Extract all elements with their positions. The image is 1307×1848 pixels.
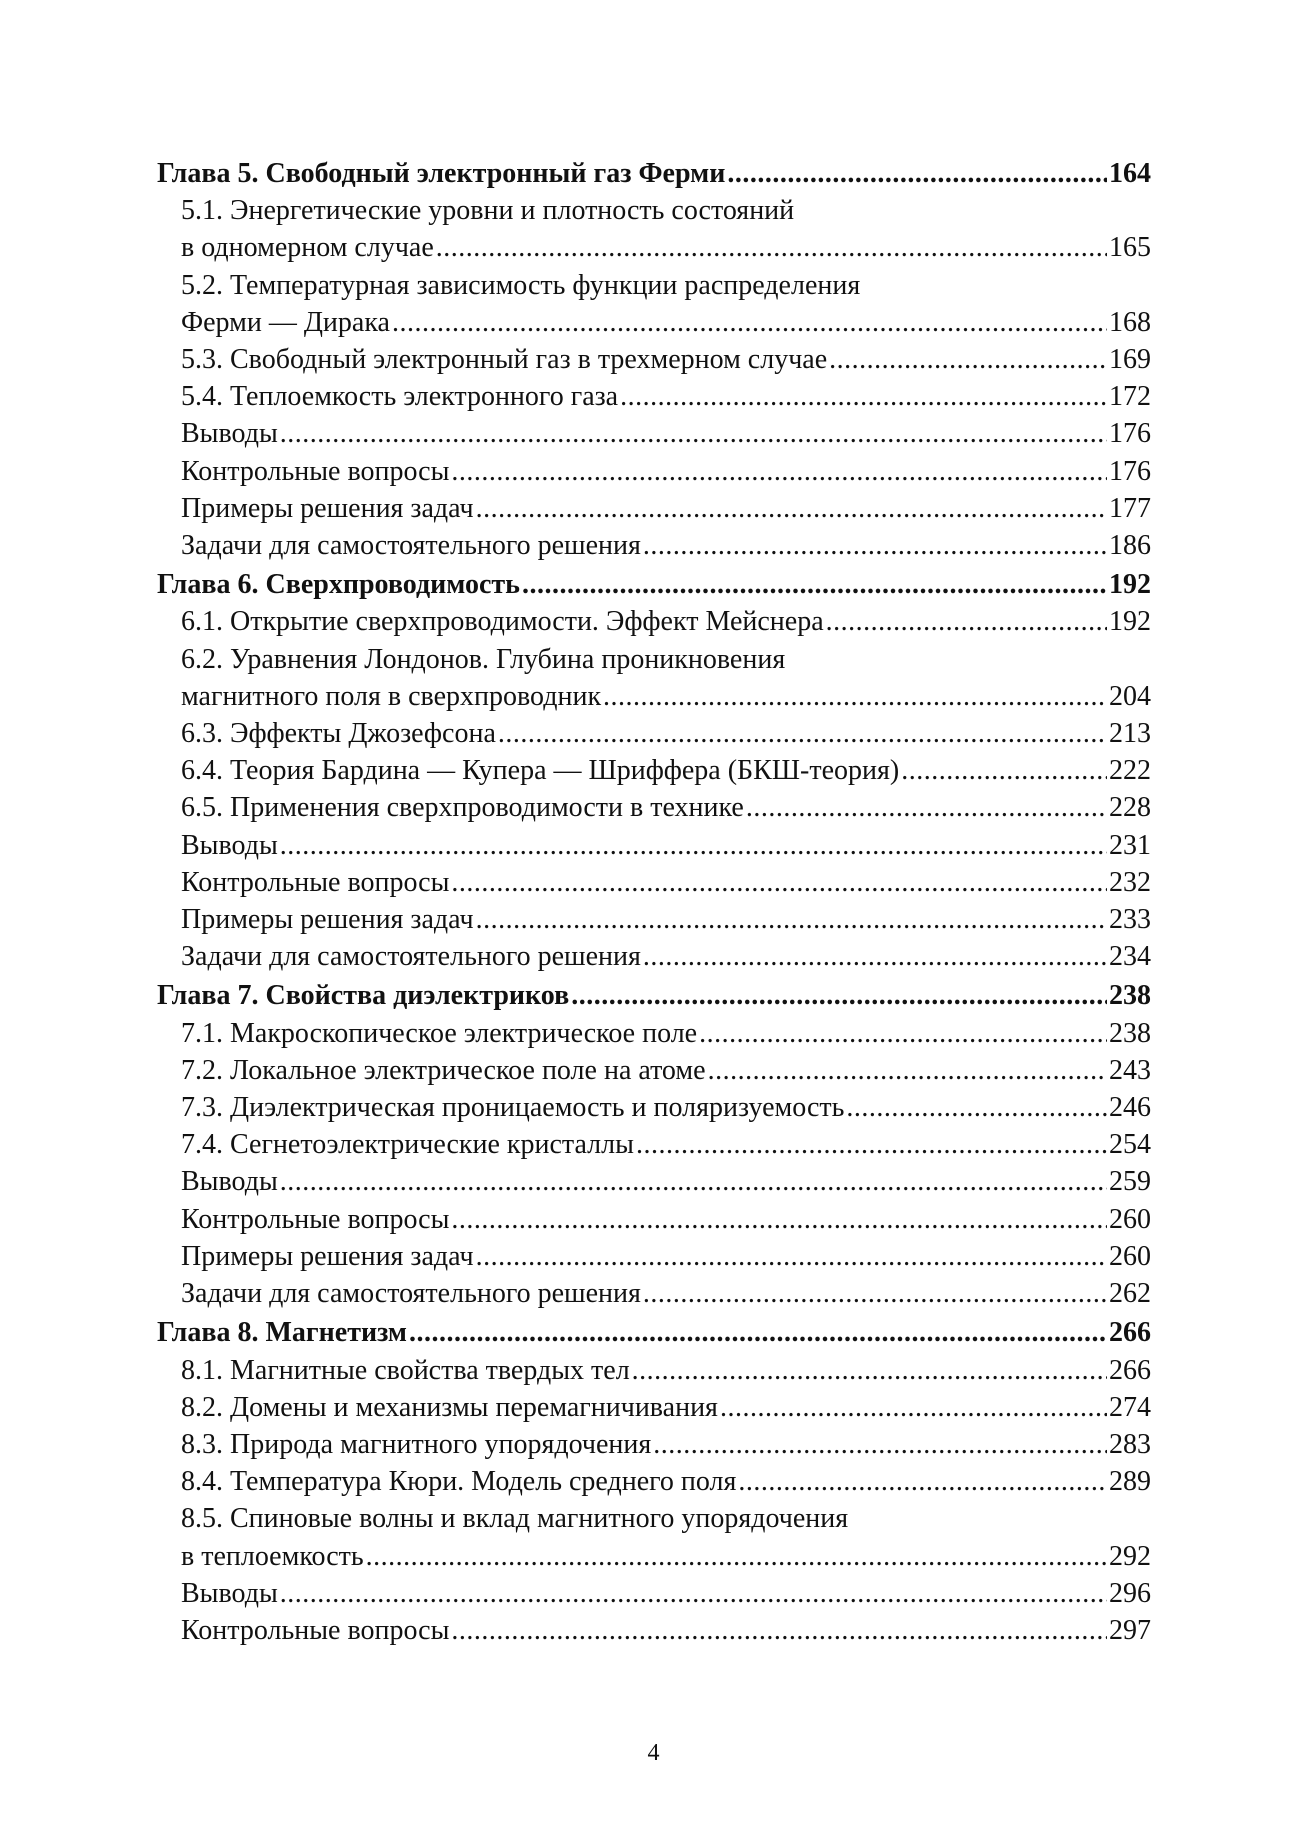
page-footer-number: 4 [647,1740,660,1766]
chapter-title: Глава 6. Сверхпроводимость [157,569,520,601]
dot-leader [746,789,1107,826]
section-title: 6.5. Применения сверхпроводимости в технике [181,792,744,824]
dot-leader [280,827,1107,864]
dot-leader [366,1538,1107,1575]
toc-section[interactable] [181,1389,1151,1426]
page-number: 168 [1109,306,1151,338]
page-number: 213 [1109,718,1151,750]
chapter-title: Глава 7. Свойства диэлектриков [157,980,570,1012]
toc-section[interactable] [181,1352,1151,1389]
page-number: 246 [1109,1092,1151,1124]
page-number: 234 [1109,941,1151,973]
dot-leader [643,938,1107,975]
page-number: 260 [1109,1203,1151,1235]
page-number: 274 [1109,1391,1151,1423]
toc-section[interactable] [181,938,1151,975]
toc-section[interactable] [181,678,1151,715]
toc-section[interactable] [181,378,1151,415]
page-number: 204 [1109,680,1151,712]
page-number: 165 [1109,232,1151,264]
toc-section[interactable] [181,1201,1151,1238]
page-number: 228 [1109,792,1151,824]
toc-section[interactable] [181,603,1151,640]
dot-leader [451,864,1107,901]
section-title: 5.3. Свободный электронный газ в трехмерном случае [181,344,828,376]
toc-section[interactable] [181,341,1151,378]
section-title: магнитного поля в сверхпроводник [181,680,602,712]
dot-leader [409,1314,1107,1351]
page-number: 192 [1109,606,1151,638]
section-title: 7.1. Макроскопическое электрическое поле [181,1017,698,1049]
section-title: Ферми — Дирака [181,306,390,338]
section-title: Выводы [181,829,278,861]
dot-leader [280,415,1107,452]
dot-leader [846,1089,1107,1126]
page-number: 296 [1109,1577,1151,1609]
section-title: Контрольные вопросы [181,455,450,487]
toc-section[interactable] [181,1538,1151,1575]
dot-leader [392,304,1107,341]
toc-section-first-line[interactable]: 6.2. Уравнения Лондонов. Глубина проникновения [181,643,786,675]
page-number: 176 [1109,418,1151,450]
page-number: 231 [1109,829,1151,861]
page-number: 192 [1109,569,1151,601]
section-title: 7.4. Сегнетоэлектрические кристаллы [181,1129,634,1161]
section-title: Примеры решения задач [181,1240,474,1272]
chapter-title: Глава 5. Свободный электронный газ Ферми [157,158,726,189]
section-title: 5.4. Теплоемкость электронного газа [181,381,619,413]
section-title: 8.3. Природа магнитного упорядочения [181,1428,652,1460]
dot-leader [476,901,1107,938]
table-of-contents [157,155,1151,1649]
dot-leader [451,1612,1107,1649]
toc-section[interactable] [181,1612,1151,1649]
toc-chapter[interactable] [157,1314,1151,1351]
toc-section[interactable] [181,1052,1151,1089]
toc-section[interactable] [181,864,1151,901]
dot-leader [826,603,1107,640]
toc-chapter[interactable] [157,977,1151,1014]
section-title: Задачи для самостоятельного решения [181,1278,641,1310]
dot-leader [738,1463,1107,1500]
page-number: 177 [1109,492,1151,524]
toc-section-first-line[interactable]: 5.1. Энергетические уровни и плотность состояний [181,195,795,227]
page-number: 292 [1109,1540,1151,1572]
section-title: Выводы [181,1166,278,1198]
section-title: Контрольные вопросы [181,1614,450,1646]
dot-leader [643,1275,1107,1312]
toc-section[interactable] [181,229,1151,266]
dot-leader [636,1126,1107,1163]
dot-leader [727,155,1107,192]
section-title: в теплоемкость [181,1540,364,1572]
section-title: Примеры решения задач [181,492,474,524]
dot-leader [653,1426,1107,1463]
dot-leader [522,566,1107,603]
toc-section[interactable] [181,789,1151,826]
dot-leader [901,752,1107,789]
dot-leader [280,1575,1107,1612]
section-title: 7.3. Диэлектрическая проницаемость и поляризуемость [181,1092,845,1124]
page-number: 254 [1109,1129,1151,1161]
toc-chapter[interactable] [157,155,1151,192]
section-title: 6.4. Теория Бардина — Купера — Шриффера (БКШ-теория) [181,755,900,787]
toc-section[interactable] [181,1275,1151,1312]
toc-section[interactable] [181,490,1151,527]
section-title: Примеры решения задач [181,904,474,936]
dot-leader [498,715,1107,752]
toc-section[interactable] [181,715,1151,752]
dot-leader [632,1352,1107,1389]
toc-section[interactable] [181,827,1151,864]
section-title: Контрольные вопросы [181,866,450,898]
page-number: 222 [1109,755,1151,787]
page-number: 186 [1109,530,1151,562]
page-number: 176 [1109,455,1151,487]
toc-section[interactable] [181,527,1151,564]
page-number: 289 [1109,1466,1151,1498]
page-number: 243 [1109,1054,1151,1086]
dot-leader [451,453,1107,490]
section-title: 8.4. Температура Кюри. Модель среднего поля [181,1466,737,1498]
section-title: 8.2. Домены и механизмы перемагничивания [181,1391,718,1423]
section-title: 7.2. Локальное электрическое поле на атоме [181,1054,706,1086]
dot-leader [603,678,1107,715]
page-number: 283 [1109,1428,1151,1460]
dot-leader [829,341,1107,378]
section-title: 8.1. Магнитные свойства твердых тел [181,1354,630,1386]
dot-leader [476,1238,1107,1275]
page-number: 164 [1109,158,1151,189]
toc-chapter[interactable] [157,566,1151,603]
toc-section[interactable] [181,453,1151,490]
dot-leader [699,1015,1107,1052]
dot-leader [620,378,1107,415]
page-number: 262 [1109,1278,1151,1310]
page-number: 232 [1109,866,1151,898]
toc-section-first-line[interactable]: 5.2. Температурная зависимость функции распределения [181,269,861,301]
toc-section[interactable] [181,304,1151,341]
section-title: Выводы [181,1577,278,1609]
toc-section[interactable] [181,1126,1151,1163]
toc-section[interactable] [181,1163,1151,1200]
toc-section[interactable] [181,1015,1151,1052]
page-number: 238 [1109,980,1151,1012]
toc-section[interactable] [181,1238,1151,1275]
chapter-title: Глава 8. Магнетизм [157,1317,408,1349]
dot-leader [476,490,1107,527]
toc-section[interactable] [181,752,1151,789]
page-number: 233 [1109,904,1151,936]
page-number: 172 [1109,381,1151,413]
section-title: Выводы [181,418,278,450]
page-number: 259 [1109,1166,1151,1198]
toc-section[interactable] [181,1089,1151,1126]
section-title: Задачи для самостоятельного решения [181,941,641,973]
dot-leader [708,1052,1107,1089]
dot-leader [720,1389,1107,1426]
section-title: Контрольные вопросы [181,1203,450,1235]
page-number: 266 [1109,1354,1151,1386]
page-number: 238 [1109,1017,1151,1049]
toc-section[interactable] [181,1426,1151,1463]
dot-leader [643,527,1107,564]
dot-leader [280,1163,1107,1200]
dot-leader [451,1201,1107,1238]
page-number: 266 [1109,1317,1151,1349]
dot-leader [571,977,1107,1014]
toc-section[interactable] [181,1575,1151,1612]
section-title: 6.3. Эффекты Джозефсона [181,718,496,750]
section-title: в одномерном случае [181,232,434,264]
toc-section[interactable] [181,901,1151,938]
page-number: 260 [1109,1240,1151,1272]
section-title: 6.1. Открытие сверхпроводимости. Эффект Мейснера [181,606,824,638]
toc-section-first-line[interactable]: 8.5. Спиновые волны и вклад магнитного упорядочения [181,1503,849,1535]
page-number: 297 [1109,1614,1151,1646]
toc-section[interactable] [181,415,1151,452]
dot-leader [436,229,1107,266]
toc-section[interactable] [181,1463,1151,1500]
section-title: Задачи для самостоятельного решения [181,530,641,562]
page-number: 169 [1109,344,1151,376]
